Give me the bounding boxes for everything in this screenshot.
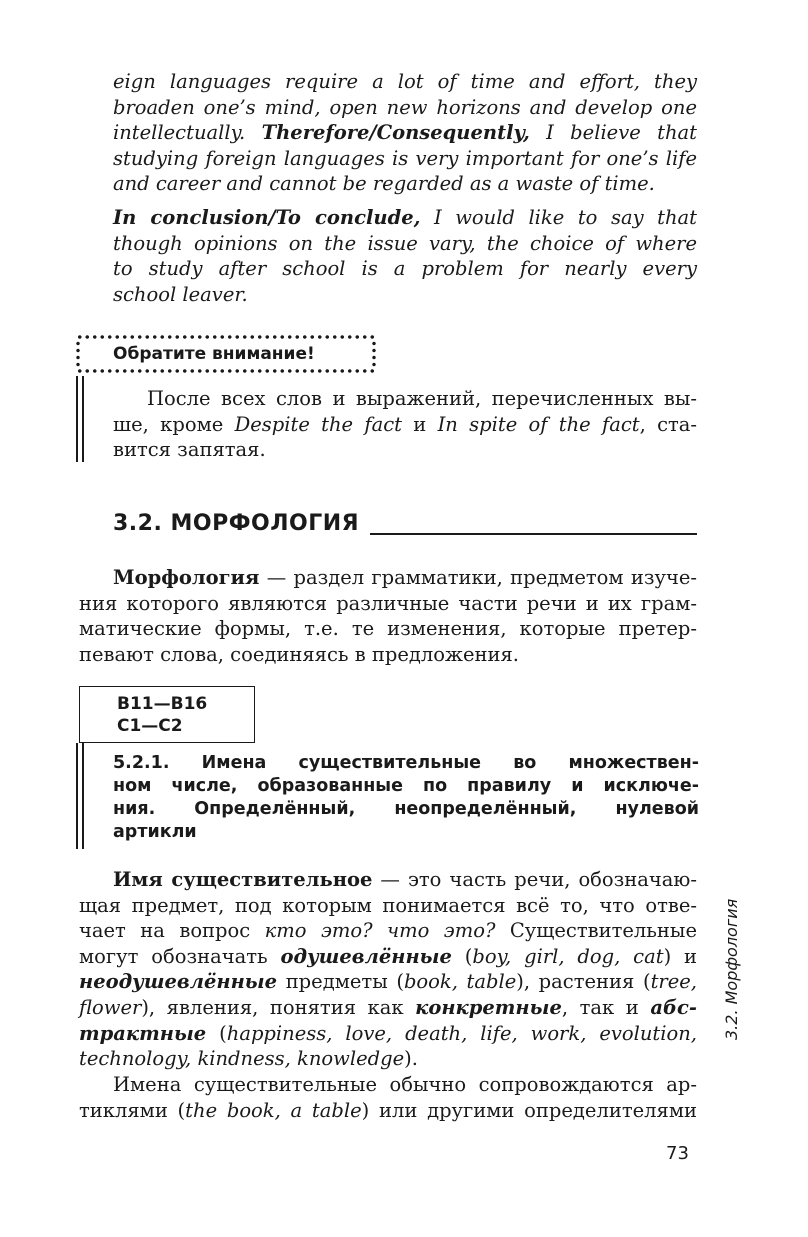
term: Имя существительное — [113, 868, 373, 891]
text-line: неодушевлённые предметы (book, table), растения (tree, — [79, 970, 697, 994]
section-heading: 3.2. МОРФОЛОГИЯ — [113, 511, 360, 536]
text-line: щая предмет, под которым понимается всё то, что отве- — [79, 893, 697, 917]
text-line: broaden one’s mind, open new horizons and develop one — [113, 95, 697, 119]
text-line: though opinions on the issue vary, the choice of where — [113, 231, 697, 255]
conclusion-paragraph — [113, 205, 697, 307]
text-line: technology, kindness, knowledge). — [79, 1047, 418, 1071]
side-running-header: 3.2. Морфология — [722, 898, 741, 1040]
page-number: 73 — [666, 1143, 689, 1164]
subsection-heading: 5.2.1. Имена существительные во множествен- ном числе, образованные по правилу и исключе- ния. Определённый, неопределённый, нулевой артикли — [113, 753, 699, 842]
note-bottom-dots — [76, 369, 376, 373]
exam-tag: C1—C2 — [117, 716, 183, 736]
text-line: eign languages require a lot of time and effort, they — [113, 70, 697, 93]
morphology-definition — [79, 565, 697, 667]
text-line: flower), явления, понятия как конкретные, так и абс- — [79, 995, 698, 1019]
text-line: school leaver. — [113, 282, 248, 306]
text-line: to study after school is a problem for nearly every — [113, 257, 697, 281]
article-paragraph — [79, 1072, 697, 1123]
linker-phrase: In conclusion/To conclude, — [113, 206, 421, 229]
text-line: Имя существительное — это часть речи, обозначаю- — [113, 868, 698, 891]
note-bar-right — [82, 376, 84, 462]
text-line: studying foreign languages is very important for one’s life — [113, 146, 697, 170]
note-left-dots — [76, 340, 80, 368]
intro-paragraph — [113, 69, 697, 197]
text-line: ше, кроме Despite the fact и In spite of the fact, ста- — [113, 412, 698, 436]
noun-paragraph — [79, 867, 697, 1072]
term: Морфология — [113, 566, 260, 589]
sub-bar-right — [82, 743, 84, 849]
text-line: вится запятая. — [113, 438, 266, 462]
note-bar-left — [76, 376, 78, 462]
text-line: матические формы, т.е. те изменения, которые претер- — [79, 617, 697, 641]
note-body — [113, 386, 697, 463]
text-line: Морфология — раздел грамматики, предметом изуче- — [113, 566, 697, 589]
text-line: тиклями (the book, a table) или другими определителями — [79, 1098, 698, 1122]
note-title: Обратите внимание! — [113, 344, 315, 364]
text-line: певают слова, соединяясь в предложения. — [79, 642, 519, 666]
text-line: intellectually. Therefore/Consequently, I believe that — [113, 121, 697, 145]
text-line: После всех слов и выражений, перечисленных вы- — [147, 387, 697, 410]
note-right-dots — [372, 340, 376, 368]
text-line: In conclusion/To conclude, I would like to say that — [113, 206, 697, 229]
note-top-dots — [76, 335, 376, 339]
linker-phrase: Therefore/Consequently, — [261, 121, 530, 145]
text-line: Имена существительные обычно сопровождаются ар- — [113, 1073, 697, 1096]
text-line: ния которого являются различные части речи и их грам- — [79, 591, 697, 615]
text-line: чает на вопрос кто это? что это? Существительные — [79, 919, 697, 943]
sub-bar-left — [76, 743, 78, 849]
heading-rule — [370, 533, 697, 535]
text-line: трактные (happiness, love, death, life, work, evolution, — [79, 1021, 697, 1045]
exam-tag: B11—B16 — [117, 694, 208, 714]
text-line: and career and cannot be regarded as a waste of time. — [113, 172, 655, 196]
text-line: могут обозначать одушевлённые (boy, girl, dog, cat) и — [79, 944, 698, 968]
